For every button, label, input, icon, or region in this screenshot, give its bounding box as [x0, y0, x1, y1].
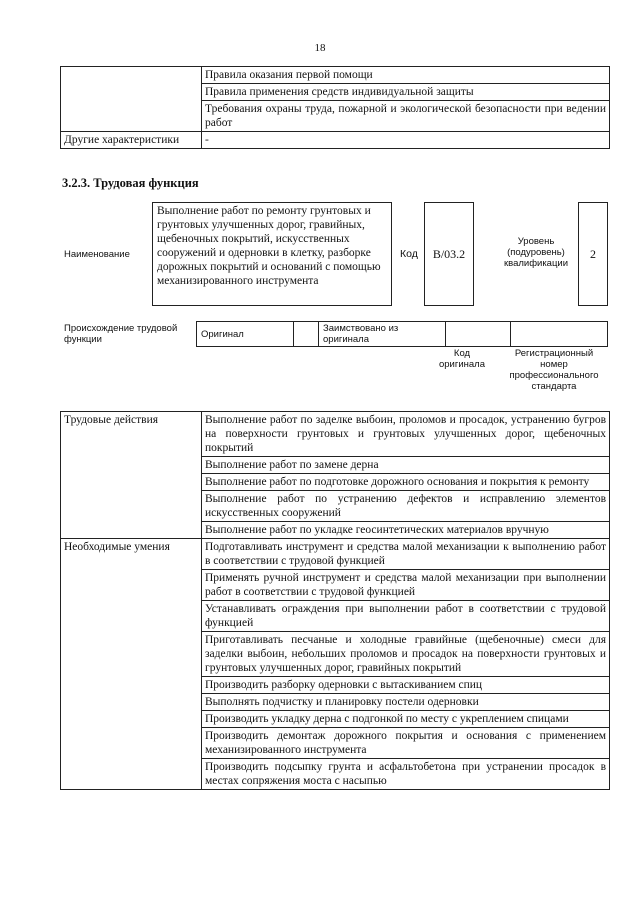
table-row: [61, 67, 610, 84]
skill-item: Приготавливать песчаные и холодные гравийные (щебеночные) смеси для заделки выбоин, небольших проломов и просадок на поверхности грунтовых и грунтовых улучшенных дорог, гравийных покрытий: [202, 632, 610, 677]
table-row: [61, 539, 610, 570]
origin-code-cell: [446, 322, 511, 347]
requirements-table: [60, 66, 610, 149]
table-row: [61, 132, 610, 149]
original-code-caption: Код оригинала: [438, 348, 485, 370]
origin-table: [196, 321, 608, 347]
skill-item: Производить демонтаж дорожного покрытия и основания с применением механизированного инструмента: [202, 728, 610, 759]
code-box: [424, 202, 474, 306]
reg-number-caption: Регистрационный номер профессионального стандарта: [509, 348, 599, 392]
origin-original-cell: Оригинал: [197, 322, 294, 347]
table-row: [197, 322, 608, 347]
level-label: Уровень (подуровень) квалификации: [503, 236, 569, 269]
table-cell: Требования охраны труда, пожарной и экологической безопасности при ведении работ: [202, 101, 610, 132]
table-cell: Правила применения средств индивидуальной защиты: [202, 84, 610, 101]
skill-item: Производить разборку одерновки с вытаскиванием спиц: [202, 677, 610, 694]
action-item: Выполнение работ по подготовке дорожного основания и покрытия к ремонту: [202, 474, 610, 491]
skill-item: Устанавливать ограждения при выполнении работ в соответствии с трудовой функцией: [202, 601, 610, 632]
origin-borrowed-cell: Заимствовано из оригинала: [319, 322, 446, 347]
action-item: Выполнение работ по устранению дефектов и исправлению элементов искусственных сооружений: [202, 491, 610, 522]
function-name-value: Выполнение работ по ремонту грунтовых и грунтовых улучшенных дорог, гравийных, щебеночных покрытий, искусственных сооружений и одерновки в клетку, разборке дорожных покрытий и оснований с помощью механизированного инструмента: [157, 205, 381, 287]
table-cell: -: [202, 132, 610, 149]
skill-item: Производить укладку дерна с подгонкой по месту с укреплением спицами: [202, 711, 610, 728]
labor-actions-table: [60, 411, 610, 790]
level-box: [578, 202, 608, 306]
origin-empty-cell: [294, 322, 319, 347]
section-heading: 3.2.3. Трудовая функция: [62, 176, 199, 190]
origin-label: Происхождение трудовой функции: [64, 323, 178, 345]
function-name-box: [152, 202, 392, 306]
name-label: Наименование: [64, 249, 130, 260]
group-label-actions: Трудовые действия: [61, 412, 202, 539]
row-label-other: Другие характеристики: [61, 132, 202, 149]
skill-item: Производить подсыпку грунта и асфальтобетона при устранении просадок в местах сопряжения моста с насыпью: [202, 759, 610, 790]
table-cell: Правила оказания первой помощи: [202, 67, 610, 84]
action-item: Выполнение работ по укладке геосинтетических материалов вручную: [202, 522, 610, 539]
table-cell-empty: [61, 67, 202, 132]
skill-item: Применять ручной инструмент и средства малой механизации при выполнении работ в соответствии с трудовой функцией: [202, 570, 610, 601]
action-item: Выполнение работ по заделке выбоин, проломов и просадок, устранению бугров на поверхности грунтовых и грунтовых улучшенных дорог, щебеночных покрытий: [202, 412, 610, 457]
action-item: Выполнение работ по замене дерна: [202, 457, 610, 474]
code-value: B/03.2: [432, 246, 466, 261]
page-number: 18: [314, 42, 326, 54]
skill-item: Подготавливать инструмент и средства малой механизации к выполнению работ в соответствии с трудовой функцией: [202, 539, 610, 570]
origin-reg-cell: [511, 322, 608, 347]
code-label: Код: [400, 248, 418, 260]
skill-item: Выполнять подчистку и планировку постели одерновки: [202, 694, 610, 711]
table-row: [61, 412, 610, 457]
level-value: 2: [590, 246, 596, 261]
group-label-skills: Необходимые умения: [61, 539, 202, 790]
